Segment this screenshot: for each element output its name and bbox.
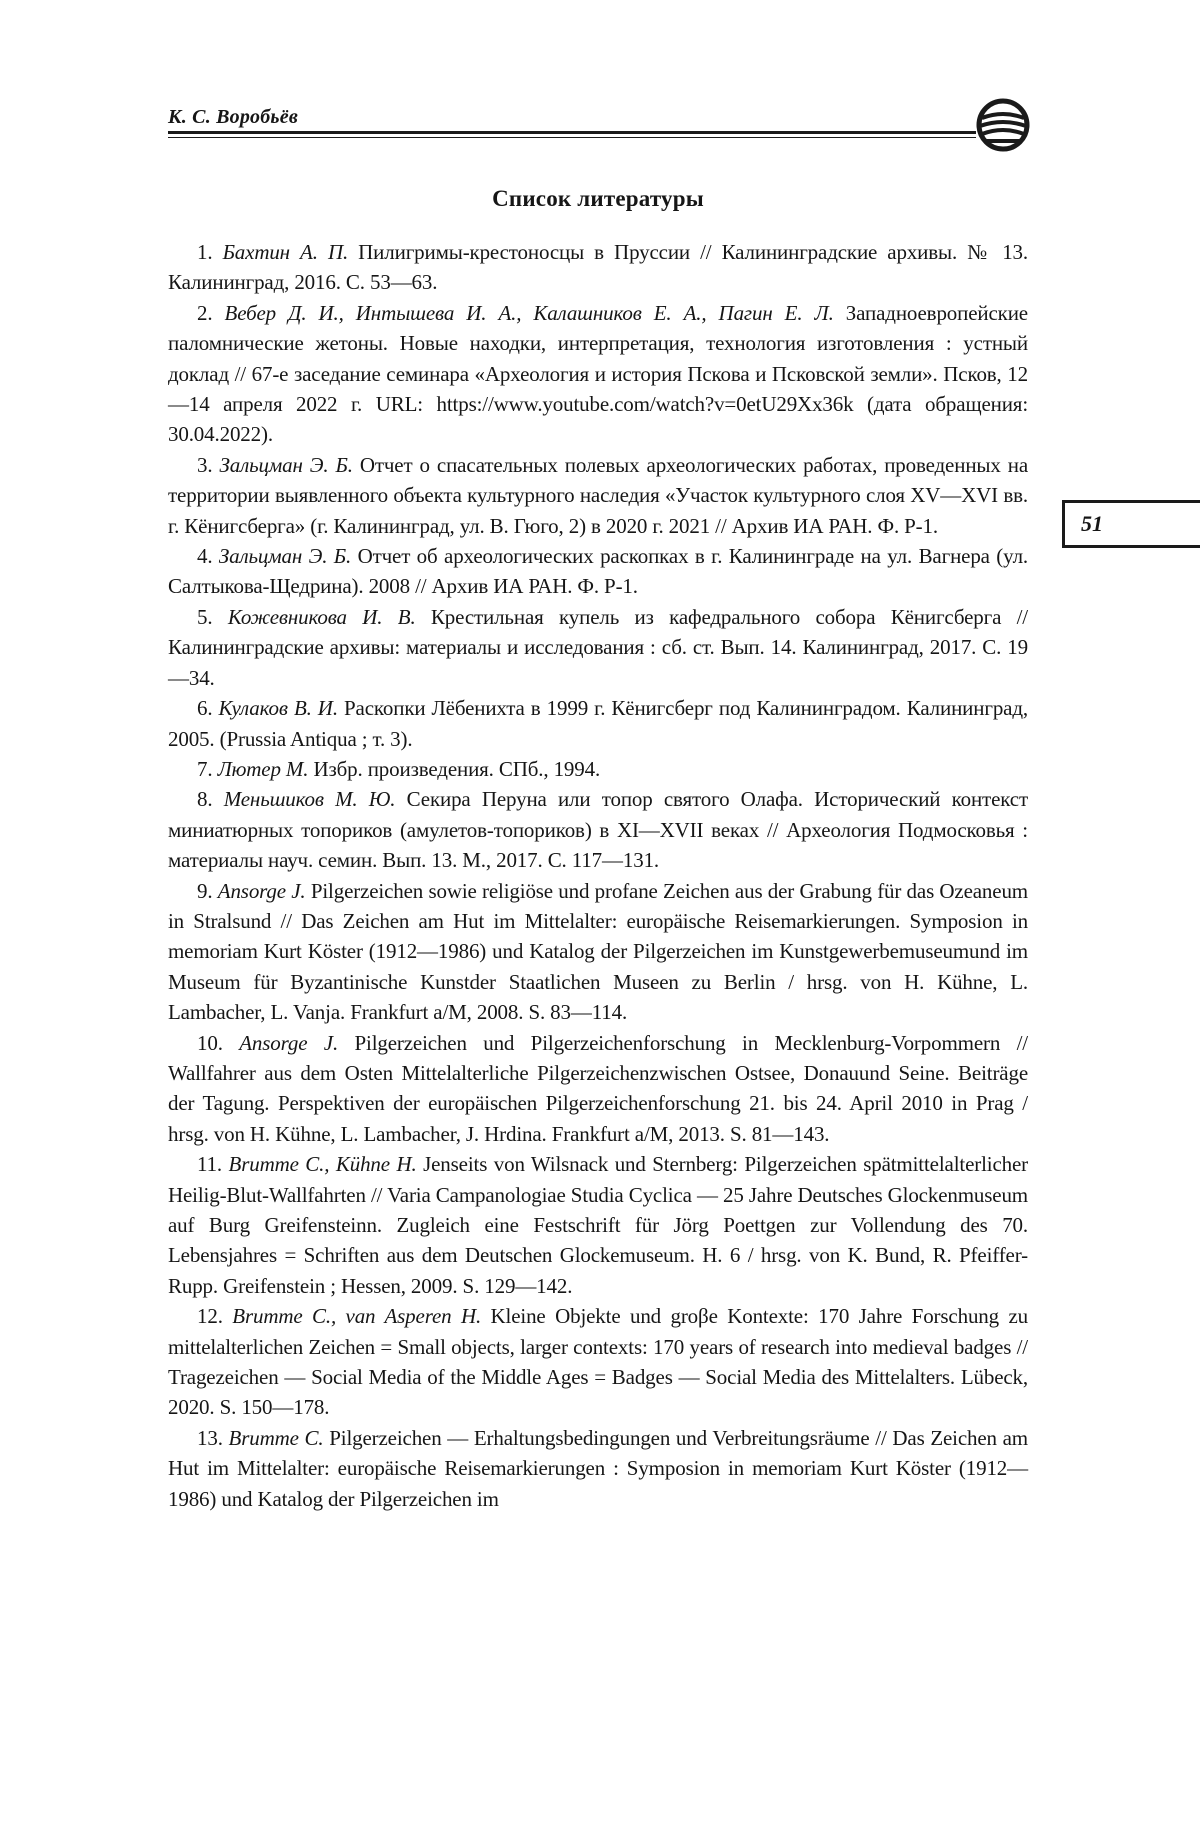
reference-text: Западноевропейские паломнические жетоны. Новые находки, интерпретация, технология изготовления : устный доклад // 67-е заседание семинара «Археология и история Пскова и Псковской земли». Псков, 12—14 апреля 2022 г. URL: https://www.youtube.com/watch?v=0etU29Xx36k (дата обращения: 30.04.2022).: [168, 300, 1028, 447]
reference-text: Отчет об археологических раскопках в г. Калининграде на ул. Вагнера (ул. Салтыкова-Щедрина). 2008 // Архив ИА РАН. Ф. Р-1.: [168, 544, 1029, 599]
reference-number: 6.: [197, 696, 213, 721]
reference-authors: Зальцман Э. Б.: [219, 452, 353, 477]
reference-item: [168, 237, 1028, 298]
reference-authors: Кожевникова И. В.: [227, 604, 416, 629]
reference-item: [168, 298, 1028, 450]
reference-authors: Меньшиков М. Ю.: [223, 787, 396, 812]
reference-number: 7.: [197, 756, 213, 781]
reference-number: 10.: [197, 1030, 223, 1055]
reference-number: 13.: [197, 1425, 223, 1450]
reference-number: 8.: [197, 787, 213, 812]
reference-text: Крестильная купель из кафедрального собора Кёнигсберга // Калининградские архивы: материалы и исследования : сб. ст. Вып. 14. Калининград, 2017. С. 19—34.: [168, 604, 1028, 690]
reference-text: Pilgerzeichen sowie religiöse und profane Zeichen aus der Grabung für das Ozeaneum in Stralsund // Das Zeichen am Hut im Mittelalter: europäische Reisemarkierungen. Symposion in memoriam Kurt Köster (1912—1986) und Katalog der Pilgerzeichen im Kunstgewerbemuseumund im Museum für Byzantinische Kunstder Staatlichen Museen zu Berlin / hrsg. von H. Kühne, L. Lambacher, L. Vanja. Frankfurt a/M, 2008. S. 83—114.: [168, 878, 1028, 1025]
header-rule-thin: [168, 137, 976, 138]
reference-item: [168, 541, 1028, 602]
reference-authors: Лютер М.: [217, 756, 309, 781]
reference-authors: Вебер Д. И., Интышева И. А., Калашников Е. А., Пагин Е. Л.: [224, 300, 834, 325]
reference-number: 5.: [197, 604, 213, 629]
reference-text: Избр. произведения. СПб., 1994.: [308, 756, 601, 781]
reference-item: [168, 1301, 1028, 1423]
reference-item: [168, 1028, 1028, 1150]
reference-authors: Бахтин А. П.: [222, 240, 349, 264]
reference-number: 3.: [197, 452, 213, 477]
page-number: 51: [1081, 511, 1103, 536]
reference-number: 2.: [197, 300, 213, 325]
reference-item: [168, 1423, 1028, 1514]
reference-item: [168, 876, 1028, 1028]
reference-item: [168, 754, 1028, 784]
reference-text: Pilgerzeichen und Pilgerzeichenforschung in Mecklenburg-Vorpommern // Wallfahrer aus dem Osten Mittelalterliche Pilgerzeichenzwischen Ostsee, Donauund Seine. Beiträge der Tagung. Perspektiven der europäischen Pilgerzeichenforschung 21. bis 24. April 2010 in Prag / hrsg. von H. Kühne, L. Lambacher, J. Hrdina. Frankfurt a/M, 2013. S. 81—143.: [168, 1030, 1028, 1146]
reference-item: [168, 450, 1028, 541]
reference-text: Kleine Objekte und groβe Kontexte: 170 Jahre Forschung zu mittelalterlichen Zeichen = Small objects, larger contexts: 170 years of research into medieval badges // Tragezeichen — Social Media of the Middle Ages = Badges — Social Media des Mittelalters. Lübeck, 2020. S. 150—178.: [168, 1304, 1028, 1420]
reference-text: Раскопки Лёбенихта в 1999 г. Кёнигсберг под Калининградом. Калининград, 2005. (Prussia Antiqua ; т. 3).: [168, 696, 1028, 751]
reference-text: Пилигримы-крестоносцы в Пруссии // Калининградские архивы. № 13. Калининград, 2016. С. 53—63.: [168, 240, 1028, 295]
reference-number: 12.: [197, 1304, 223, 1329]
reference-authors: Ansorge J.: [217, 878, 306, 903]
reference-number: 4.: [197, 544, 213, 569]
section-title: Список литературы: [492, 186, 704, 211]
reference-authors: Brumme C., van Asperen H.: [232, 1304, 482, 1329]
reference-item: [168, 784, 1028, 875]
reference-number: 9.: [197, 878, 213, 903]
reference-authors: Кулаков В. И.: [218, 696, 338, 721]
header-rule: [168, 131, 976, 134]
reference-list: [168, 237, 1028, 1514]
page-header: [168, 98, 1038, 148]
page-number-tab: [1062, 500, 1200, 548]
running-head: К. С. Воробьёв: [168, 106, 298, 128]
reference-authors: Ansorge J.: [239, 1030, 339, 1055]
reference-number: 1.: [197, 240, 213, 264]
reference-item: [168, 693, 1028, 754]
reference-text: Pilgerzeichen — Erhaltungsbedingungen und Verbreitungsräume // Das Zeichen am Hut im Mittelalter: europäische Reisemarkierungen : Symposion in memoriam Kurt Köster (1912—1986) und Katalog der Pilgerzeichen im: [168, 1425, 1028, 1511]
reference-authors: Brumme C., Kühne H.: [228, 1152, 417, 1177]
publisher-logo-icon: [974, 96, 1032, 154]
reference-text: Отчет о спасательных полевых археологических работах, проведенных на территории выявленного объекта культурного наследия «Участок культурного слоя XV—XVI вв. г. Кёнигсберга» (г. Калининград, ул. В. Гюго, 2) в 2020 г. 2021 // Архив ИА РАН. Ф. Р-1.: [168, 452, 1028, 538]
reference-text: Jenseits von Wilsnack und Sternberg: Pilgerzeichen spätmittelalterlicher Heilig-Blut-Wallfahrten // Varia Campanologiae Studia Cyclica — 25 Jahre Deutsches Glockenmuseum auf Burg Greifensteinn. Zugleich eine Festschrift für Jörg Poettgen zur Vollendung des 70. Lebensjahres = Schriften aus dem Deutschen Glockemuseum. H. 6 / hrsg. von K. Bund, R. Pfeiffer-Rupp. Greifenstein ; Hessen, 2009. S. 129—142.: [168, 1152, 1028, 1298]
reference-item: [168, 602, 1028, 693]
reference-number: 11.: [197, 1152, 223, 1177]
reference-item: [168, 1149, 1028, 1301]
reference-authors: Зальцман Э. Б.: [218, 544, 352, 569]
reference-text: Секира Перуна или топор святого Олафа. Исторический контекст миниатюрных топориков (амулетов-топориков) в XI—XVII веках // Археология Подмосковья : материалы науч. семин. Вып. 13. М., 2017. С. 117—131.: [168, 787, 1028, 873]
reference-authors: Brumme C.: [228, 1425, 324, 1450]
